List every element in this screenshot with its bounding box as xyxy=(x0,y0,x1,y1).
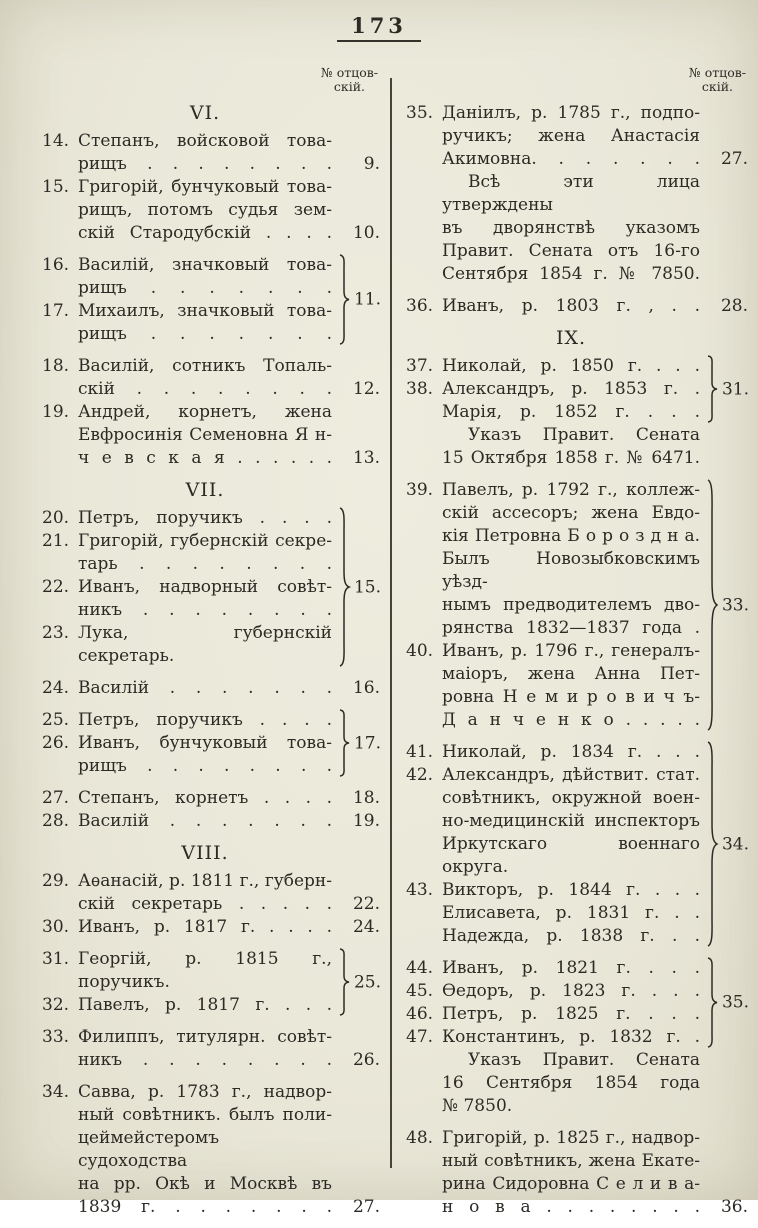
text-line: Григорій, р. 1825 г., надвор- xyxy=(442,1128,700,1148)
entry-number: 33. xyxy=(42,1027,70,1047)
text-line: Григорій, губернскій секре- xyxy=(78,531,332,551)
text-line: рищъ . . . . . . . xyxy=(78,278,332,298)
text-line: Иванъ, р. 1817 г. . . . . xyxy=(78,917,332,937)
entry-row xyxy=(40,530,332,576)
entry-number: 20. xyxy=(42,508,70,528)
entry-number: 36. xyxy=(406,296,434,316)
entry-number: 34. xyxy=(42,1082,70,1102)
text-line: рищъ, потомъ судья зем- xyxy=(78,200,332,220)
page-header xyxy=(0,0,758,62)
entry-number: 42. xyxy=(406,765,434,785)
father-number: 28. xyxy=(720,296,748,316)
text-line: въ дворянствѣ указомъ xyxy=(442,218,700,238)
text-line: на рр. Окѣ и Москвѣ въ xyxy=(78,1174,332,1194)
text-line: Григорій, бунчуковый това- xyxy=(78,177,332,197)
father-number: 26. xyxy=(352,1050,380,1070)
entry-text xyxy=(78,355,332,401)
text-line: никъ . . . . . . . . xyxy=(78,600,332,620)
text-line: скій ассесоръ; жена Евдо- xyxy=(442,503,700,523)
text-line: ручикъ; жена Анастасія xyxy=(442,126,700,146)
text-line: Василій, сотникъ Топаль- xyxy=(78,356,332,376)
entry-text xyxy=(78,948,332,994)
entry-text xyxy=(78,130,332,176)
entry-row xyxy=(40,948,332,994)
entry-group xyxy=(404,741,750,948)
entry-text xyxy=(78,709,332,732)
entry-row xyxy=(40,507,332,530)
group-entries xyxy=(40,254,332,346)
entry-number: 31. xyxy=(42,949,70,969)
text-line: Иванъ, р. 1796 г., генералъ- xyxy=(442,641,700,661)
header-line: скій. xyxy=(701,79,734,94)
text-line: Василій, значковый това- xyxy=(78,255,332,275)
entry-row xyxy=(404,1026,700,1049)
text-line: Указъ Правит. Сената xyxy=(468,1050,700,1070)
entry-number: 22. xyxy=(42,577,70,597)
group-entries xyxy=(404,957,700,1049)
entry-text xyxy=(78,994,332,1017)
header-line: скій. xyxy=(333,79,366,94)
father-number: 16. xyxy=(352,678,380,698)
father-number: 35. xyxy=(721,992,749,1013)
entry-row xyxy=(40,916,382,939)
entry-group xyxy=(40,254,382,346)
entry-row xyxy=(404,102,750,171)
entry-number: 29. xyxy=(42,871,70,891)
entry-text xyxy=(78,176,332,245)
entry-text xyxy=(442,355,700,378)
entry-text xyxy=(78,622,332,668)
group-brace-icon xyxy=(338,508,350,666)
entry-row xyxy=(404,902,700,925)
group-brace-icon xyxy=(338,710,350,776)
entry-row xyxy=(40,130,382,176)
text-line: Аѳанасій, р. 1811 г., губерн- xyxy=(78,871,332,891)
entry-row xyxy=(404,925,700,948)
text-line: ровна Н е м и р о в и ч ъ- xyxy=(442,687,700,707)
entry-text xyxy=(442,902,700,925)
text-line: рищъ . . . . . . . xyxy=(78,324,332,344)
entry-number: 23. xyxy=(42,623,70,643)
father-number: 25. xyxy=(353,972,381,992)
text-line: Степанъ, войсковой това- xyxy=(78,131,332,151)
entry-text xyxy=(442,980,700,1003)
text-line: скій Стародубскій . . . . xyxy=(78,223,332,243)
group-brace-icon xyxy=(706,356,718,422)
entry-row xyxy=(404,741,700,764)
entry-number: 40. xyxy=(406,641,434,661)
note-paragraph xyxy=(404,424,750,470)
text-line: рянства 1832—1837 года . xyxy=(442,618,700,638)
text-line: Савва, р. 1783 г., надвор- xyxy=(78,1082,332,1102)
entry-number: 17. xyxy=(42,301,70,321)
text-line: Николай, р. 1834 г. . . . xyxy=(442,742,700,762)
entry-row xyxy=(40,576,332,622)
entry-text xyxy=(442,957,700,980)
group-brace-icon xyxy=(338,949,350,1015)
entry-text xyxy=(78,677,332,700)
entry-text xyxy=(78,810,332,833)
group-entries xyxy=(40,507,332,668)
entry-row xyxy=(404,764,700,879)
header-line: № отцов- xyxy=(320,65,378,80)
text-line: Лука, губернскій секретарь. xyxy=(78,623,332,666)
entry-text xyxy=(78,732,332,778)
entry-text xyxy=(78,916,332,939)
text-line: нымъ предводителемъ дво- xyxy=(442,595,700,615)
text-line: Былъ Новозыбковскимъ уѣзд- xyxy=(442,549,700,592)
entry-number: 14. xyxy=(42,131,70,151)
father-number: 10. xyxy=(352,223,380,243)
father-number: 11. xyxy=(353,289,381,310)
section-heading: IX. xyxy=(555,327,587,349)
text-line: Елисавета, р. 1831 г. . . xyxy=(442,903,700,923)
text-line: Ѳедоръ, р. 1823 г. . . . xyxy=(442,981,700,1001)
group-entries xyxy=(40,709,332,778)
text-line: Иванъ, надворный совѣт- xyxy=(78,577,332,597)
father-number: 22. xyxy=(352,894,380,914)
entry-text xyxy=(78,300,332,346)
father-number: 18. xyxy=(352,788,380,808)
entry-row xyxy=(404,355,700,378)
text-line: тарь . . . . . . . . xyxy=(78,554,332,574)
text-line: Викторъ, р. 1844 г. . . . xyxy=(442,880,700,900)
group-entries xyxy=(404,355,700,424)
note-paragraph xyxy=(404,1049,750,1118)
text-line: Иркутскаго военнаго округа. xyxy=(442,834,700,877)
entry-text xyxy=(442,1127,700,1219)
text-line: 1839 г. . . . . . . . xyxy=(78,1197,332,1217)
text-line: Д а н ч е н к о . . . . . xyxy=(442,710,700,730)
entry-number: 35. xyxy=(406,103,434,123)
entry-number: 32. xyxy=(42,995,70,1015)
text-line: Николай, р. 1850 г. . . . xyxy=(442,356,700,376)
entry-text xyxy=(78,254,332,300)
text-line: Иванъ, р. 1803 г. , . . xyxy=(442,296,700,316)
text-line: но-медицинскій инспекторъ xyxy=(442,811,700,831)
text-line: ный совѣтникъ. былъ поли- xyxy=(78,1105,332,1125)
text-line: ный совѣтникъ, жена Екате- xyxy=(442,1151,700,1171)
entry-number: 16. xyxy=(42,255,70,275)
group-brace-icon xyxy=(338,255,350,344)
entry-number: 41. xyxy=(406,742,434,762)
entry-row xyxy=(404,479,700,640)
section-heading: VI. xyxy=(189,102,221,124)
entry-number: 26. xyxy=(42,733,70,753)
entry-text xyxy=(442,295,700,318)
entry-text xyxy=(442,879,700,902)
group-entries xyxy=(404,741,700,948)
group-entries xyxy=(404,479,700,732)
father-number-column-header xyxy=(321,66,378,94)
entry-text xyxy=(78,1081,332,1219)
entry-row xyxy=(40,870,382,916)
column-blocks xyxy=(40,102,382,1219)
text-line: Константинъ, р. 1832 г. . xyxy=(442,1027,700,1047)
entry-row xyxy=(404,1003,700,1026)
entry-number: 18. xyxy=(42,356,70,376)
entry-row xyxy=(404,295,750,318)
section-heading: VIII. xyxy=(181,842,229,864)
entry-row xyxy=(40,355,382,401)
text-line: Евфросинія Семеновна Я н- xyxy=(78,425,332,445)
column-divider xyxy=(390,78,392,1168)
text-line: Александръ, р. 1853 г. . xyxy=(442,379,700,399)
entry-row xyxy=(40,1026,382,1072)
entry-group xyxy=(40,948,382,1017)
entry-text xyxy=(442,479,700,640)
father-number: 12. xyxy=(352,379,380,399)
text-line: скій . . . . . . . . xyxy=(78,379,332,399)
text-line: Акимовна. . . . . . . xyxy=(442,149,700,169)
section-heading: VII. xyxy=(185,479,225,501)
entry-number: 45. xyxy=(406,981,434,1001)
entry-number: 48. xyxy=(406,1128,434,1148)
entry-text xyxy=(78,507,332,530)
entry-group xyxy=(404,479,750,732)
text-line: Иванъ, р. 1821 г. . . . xyxy=(442,958,700,978)
entry-row xyxy=(404,401,700,424)
text-line: Иванъ, бунчуковый това- xyxy=(78,733,332,753)
entry-number: 38. xyxy=(406,379,434,399)
entry-row xyxy=(40,709,332,732)
entry-text xyxy=(78,870,332,916)
text-line: Петръ, поручикъ . . . . xyxy=(78,710,332,730)
text-line: никъ . . . . . . . . xyxy=(78,1050,332,1070)
father-number: 9. xyxy=(363,154,380,174)
father-number: 27. xyxy=(720,149,748,169)
entry-row xyxy=(40,1081,382,1219)
text-line: Петръ, поручикъ . . . . xyxy=(78,508,332,528)
text-line: ч е в с к а я . . . . . . xyxy=(78,448,332,468)
text-line: № 7850. xyxy=(442,1096,513,1116)
father-number: 17. xyxy=(353,733,381,753)
page-number: 173 xyxy=(337,14,421,42)
group-brace-icon xyxy=(706,742,718,946)
text-line: н о в а . . . . . . . . xyxy=(442,1197,700,1217)
column-blocks xyxy=(404,102,750,1219)
entry-row xyxy=(404,1127,750,1219)
entry-number: 21. xyxy=(42,531,70,551)
text-line: маіоръ, жена Анна Пет- xyxy=(442,664,700,684)
text-line: совѣтникъ, окружной воен- xyxy=(442,788,700,808)
page-content xyxy=(0,62,758,1228)
entry-row xyxy=(40,176,382,245)
father-number-column-header xyxy=(689,66,746,94)
father-number: 15. xyxy=(353,577,381,597)
text-line: 16 Сентября 1854 года xyxy=(442,1073,700,1093)
entry-row xyxy=(40,787,382,810)
entry-group xyxy=(404,957,750,1049)
column-left xyxy=(40,66,382,1228)
text-line: цеймейстеромъ судоходства xyxy=(78,1128,220,1171)
entry-number: 28. xyxy=(42,811,70,831)
text-line: Филиппъ, титулярн. совѣт- xyxy=(78,1027,332,1047)
entry-number: 24. xyxy=(42,678,70,698)
text-line: скій секретарь . . . . . xyxy=(78,894,332,914)
entry-row xyxy=(40,810,382,833)
entry-text xyxy=(442,741,700,764)
entry-row xyxy=(404,980,700,1003)
text-line: Правит. Сената отъ 16-го xyxy=(442,241,700,261)
text-line: Василій . . . . . . . xyxy=(78,811,332,831)
text-line: Даніилъ, р. 1785 г., подпо- xyxy=(442,103,700,123)
text-line: Петръ, р. 1825 г. . . . xyxy=(442,1004,700,1024)
entry-row xyxy=(40,401,382,470)
entry-row xyxy=(40,677,382,700)
father-number: 13. xyxy=(352,448,380,468)
entry-number: 19. xyxy=(42,402,70,422)
entry-number: 39. xyxy=(406,480,434,500)
text-line: 15 Октября 1858 г. № 6471. xyxy=(442,448,700,468)
text-line: рина Сидоровна С е л и в а- xyxy=(442,1174,700,1194)
entry-row xyxy=(404,640,700,732)
group-entries xyxy=(40,948,332,1017)
text-line: Георгій, р. 1815 г., поручикъ. xyxy=(78,949,332,992)
entry-row xyxy=(404,879,700,902)
text-line: Павелъ, р. 1792 г., коллеж- xyxy=(442,480,700,500)
group-brace-icon xyxy=(706,958,718,1047)
text-line: Василій . . . . . . . xyxy=(78,678,332,698)
father-number: 31. xyxy=(721,379,749,399)
entry-text xyxy=(442,1026,700,1049)
entry-number: 46. xyxy=(406,1004,434,1024)
entry-row xyxy=(40,732,332,778)
text-line: Андрей, корнетъ, жена xyxy=(78,402,332,422)
entry-number: 43. xyxy=(406,880,434,900)
group-brace-icon xyxy=(706,480,718,730)
entry-row xyxy=(404,378,700,401)
father-number: 34. xyxy=(721,834,749,854)
text-line: Павелъ, р. 1817 г. . . . xyxy=(78,995,332,1015)
entry-text xyxy=(442,640,700,732)
entry-row xyxy=(404,957,700,980)
text-line: кія Петровна Б о р о з д н а. xyxy=(442,526,700,546)
entry-text xyxy=(442,378,700,401)
father-number: 27. xyxy=(352,1197,380,1217)
entry-row xyxy=(40,622,332,668)
entry-row xyxy=(40,254,332,300)
entry-number: 47. xyxy=(406,1027,434,1047)
entry-number: 27. xyxy=(42,788,70,808)
header-line: № отцов- xyxy=(688,65,746,80)
entry-text xyxy=(442,764,700,879)
text-line: Указъ Правит. Сената xyxy=(468,425,700,445)
father-number: 33. xyxy=(721,595,749,615)
entry-text xyxy=(78,576,332,622)
text-line: рищъ . . . . . . . . xyxy=(78,154,332,174)
text-line: Михаилъ, значковый това- xyxy=(78,301,332,321)
text-line: Александръ, дѣйствит. стат. xyxy=(442,765,700,785)
note-paragraph xyxy=(404,171,750,286)
text-line: Всѣ эти лица утверждены xyxy=(442,172,700,215)
text-line: Степанъ, корнетъ . . . . xyxy=(78,788,332,808)
father-number: 24. xyxy=(352,917,380,937)
text-line: Сентября 1854 г. № 7850. xyxy=(442,264,700,284)
entry-text xyxy=(442,1003,700,1026)
father-number: 19. xyxy=(352,811,380,831)
entry-number: 44. xyxy=(406,958,434,978)
entry-group xyxy=(40,507,382,668)
text-line: Надежда, р. 1838 г. . . xyxy=(442,926,700,946)
text-line: рищъ . . . . . . . . xyxy=(78,756,332,776)
entry-number: 15. xyxy=(42,177,70,197)
entry-text xyxy=(78,401,332,470)
entry-number: 30. xyxy=(42,917,70,937)
father-number: 36. xyxy=(720,1197,748,1217)
entry-row xyxy=(40,300,332,346)
entry-number: 37. xyxy=(406,356,434,376)
entry-group xyxy=(404,355,750,424)
entry-text xyxy=(442,401,700,424)
entry-text xyxy=(78,530,332,576)
text-line: Марія, р. 1852 г. . . . xyxy=(442,402,700,422)
entry-number: 25. xyxy=(42,710,70,730)
entry-row xyxy=(40,994,332,1017)
entry-text xyxy=(442,925,700,948)
column-right xyxy=(404,66,750,1228)
entry-text xyxy=(78,787,332,810)
entry-text xyxy=(442,102,700,171)
entry-group xyxy=(40,709,382,778)
entry-text xyxy=(78,1026,332,1072)
